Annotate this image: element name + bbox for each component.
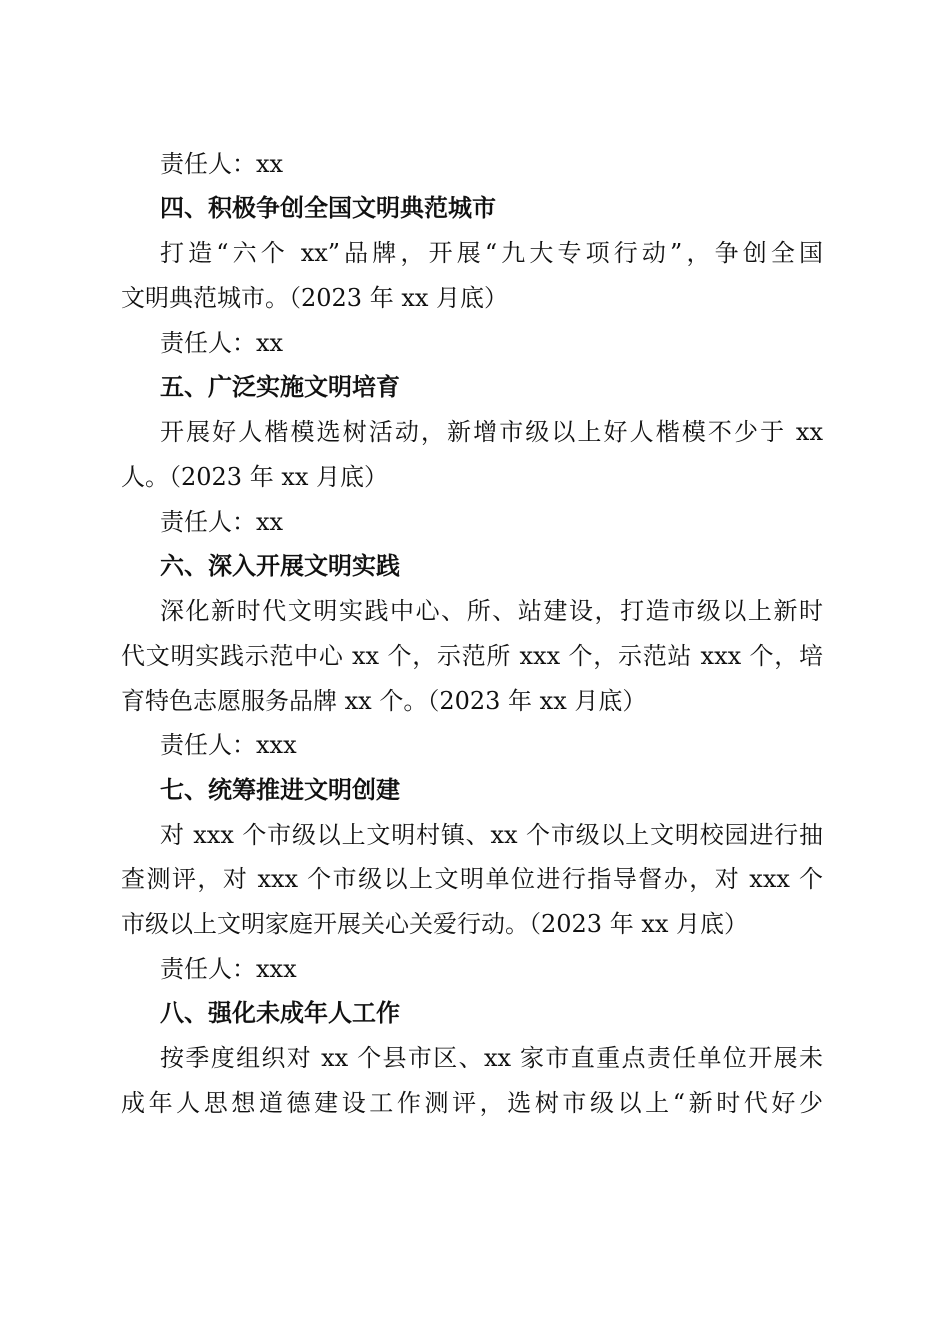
paragraph-line (160, 596, 823, 626)
section-heading-8: 八、强化未成年人工作 (160, 999, 400, 1027)
section-heading-7: 七、统筹推进文明创建 (160, 776, 400, 804)
responsible-person-line: 责任人：xx (160, 150, 284, 178)
responsible-person-line: 责任人：xxx (160, 955, 297, 983)
paragraph-text: 对 xxx 个市级以上文明村镇、xx 个市级以上文明校园进行抽 (160, 821, 823, 849)
paragraph-line: 人。（2023 年 xx 月底） (121, 463, 389, 491)
paragraph-text: 按季度组织对 xx 个县市区、xx 家市直重点责任单位开展未 (160, 1044, 823, 1072)
paragraph-line: 市级以上文明家庭开展关心关爱行动。（2023 年 xx 月底） (121, 910, 749, 938)
paragraph-line (160, 820, 823, 850)
section-heading-4: 四、积极争创全国文明典范城市 (160, 194, 496, 222)
responsible-person-line: 责任人：xx (160, 508, 284, 536)
paragraph-line: 代文明实践示范中心 xx 个，示范所 xxx 个，示范站 xxx 个，培 (121, 642, 823, 670)
responsible-person-line: 责任人：xxx (160, 731, 297, 759)
paragraph-line (160, 238, 823, 268)
paragraph-line: 文明典范城市。（2023 年 xx 月底） (121, 284, 509, 312)
paragraph-line: 成年人思想道德建设工作测评，选树市级以上“新时代好少 (121, 1089, 823, 1117)
section-heading-6: 六、深入开展文明实践 (160, 552, 400, 580)
section-heading-5: 五、广泛实施文明培育 (160, 373, 400, 401)
paragraph-text: 打造“六个 xx”品牌，开展“九大专项行动”，争创全国 (160, 239, 823, 267)
paragraph-line: 育特色志愿服务品牌 xx 个。（2023 年 xx 月底） (121, 687, 647, 715)
paragraph-line (160, 1043, 823, 1073)
paragraph-line: 查测评，对 xxx 个市级以上文明单位进行指导督办，对 xxx 个 (121, 865, 823, 893)
paragraph-line (160, 417, 823, 447)
paragraph-text: 开展好人楷模选树活动，新增市级以上好人楷模不少于 xx (160, 418, 823, 446)
responsible-person-line: 责任人：xx (160, 329, 284, 357)
paragraph-text: 深化新时代文明实践中心、所、站建设，打造市级以上新时 (160, 597, 823, 625)
